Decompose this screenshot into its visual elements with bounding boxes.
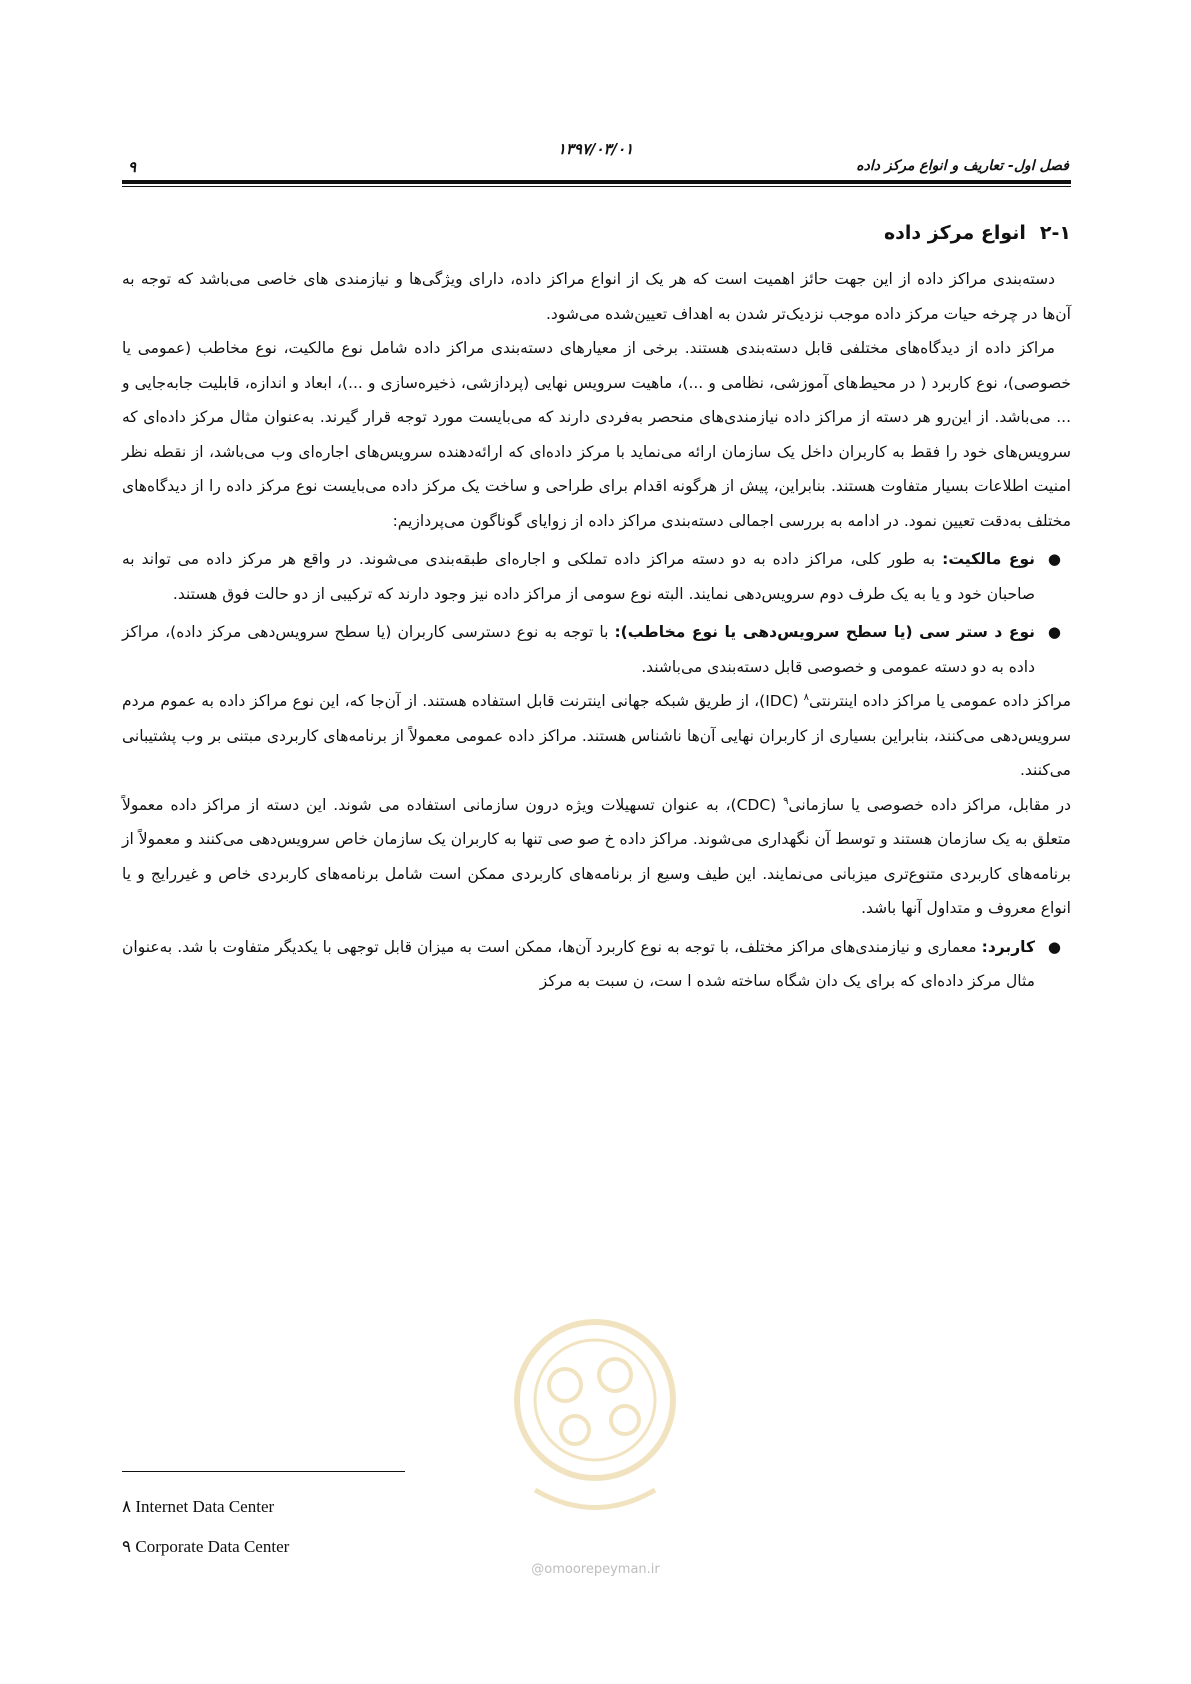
bullet-ownership — [122, 542, 1071, 611]
watermark-url: @omoorepeyman.ir — [531, 1562, 660, 1577]
paragraph-private-dc — [122, 788, 1071, 926]
bullet-icon: ● — [1047, 623, 1061, 641]
text-span: در مقابل، مراکز داده خصوصی یا سازمانی — [788, 795, 1071, 814]
footnote-text: Corporate Data Center — [135, 1537, 290, 1556]
paragraph-1: دسته‌بندی مراکز داده از این جهت حائز اهمیت است که هر یک از انواع مراکز داده، دارای ویژگی‌ها و نیازمندی های خاصی می‌باشد که توجه به آن‌ها در چرخه حیات مرکز داده موجب نزدیک‌تر شدن به اهداف تعیین‌شده می‌شود. — [122, 270, 1071, 323]
bullet-text: با توجه به نوع دسترسی کاربران (یا سطح سرویس‌دهی مرکز داده)، مراکز داده به دو دسته عمومی و خصوصی قابل دسته‌بندی می‌باشند. — [122, 623, 1035, 676]
bullet-text: معماری و نیازمندی‌های مراکز مختلف، با توجه به نوع کاربرد آن‌ها، ممکن است به میزان قابل توجهی با یکدیگر متفاوت با شد. به‌عنوان مثال مرکز داده‌ای که برای یک دان شگاه ساخته شده ا ست، ن سبت به مرکز — [122, 937, 1035, 990]
text-span: (IDC)، از طریق شبکه جهانی اینترنت قابل استفاده هستند. از آن‌جا که، این نوع مراکز داده به عموم مردم سرویس‌دهی می‌کنند، بنابراین بسیاری از کاربران نهایی آن‌ها ناشناس هستند. مراکز داده عمومی معمولاً از برنامه‌های کاربردی مبتنی بر وب پشتیبانی می‌کنند. — [122, 692, 1071, 779]
section-heading — [122, 218, 1071, 248]
footnote-9 — [122, 1537, 289, 1557]
footnote-ref: ۹ — [783, 795, 789, 807]
paragraph-2: مراکز داده از دیدگاه‌های مختلفی قابل دسته‌بندی هستند. برخی از معیارهای دسته‌بندی مراکز داده شامل نوع مالکیت، نوع مخاطب (عمومی یا خصوصی)، نوع کاربرد ( در محیط‌های آموزشی، نظامی و ...)، ماهیت سرویس نهایی (پردازشی، ذخیره‌سازی و ...)، ابعاد و اندازه، قابلیت جابه‌جایی و ... می‌باشد. از این‌رو هر دسته از مراکز داده نیازمندی‌های منحصر به‌فردی دارند که می‌بایست مورد توجه قرار گیرند. به‌عنوان مثال مرکز داده‌ای که سرویس‌های خود را فقط به کاربران داخل یک سازمان ارائه می‌نماید با مرکز داده‌ای که ارائه‌دهنده سرویس‌های اجاره‌ای وب می‌باشد، از نقطه نظر امنیت اطلاعات بسیار متفاوت هستند. بنابراین، پیش از هرگونه اقدام برای طراحی و ساخت یک مرکز داده می‌بایست نوع مرکز داده را از دیدگاه‌های مختلف به‌دقت تعیین نمود. در ادامه به بررسی اجمالی دسته‌بندی مراکز داده از زوایای گوناگون می‌پردازیم: — [122, 339, 1071, 530]
page-number: ۹ — [128, 158, 137, 176]
bullet-icon: ● — [1047, 550, 1061, 568]
bullet-text: به طور کلی، مراکز داده به دو دسته مراکز داده تملکی و اجاره‌ای طبقه‌بندی می‌شوند. در واقع هر مرکز داده می تواند به صاحبان خود و یا به یک طرف دوم سرویس‌دهی نمایند. البته نوع سومی از مراکز داده نیز وجود دارند که ترکیبی از دو حالت فوق هستند. — [122, 550, 1035, 603]
header-rule-thin — [122, 186, 1071, 187]
watermark-logo-icon — [505, 1290, 685, 1550]
bullet-access-type — [122, 615, 1071, 684]
footnote-separator — [122, 1471, 405, 1472]
bullet-term: نوع د ستر سی (یا سطح سرویس‌دهی یا نوع مخاطب): — [614, 623, 1035, 641]
bullet-icon: ● — [1047, 937, 1061, 956]
section-title: انواع مرکز داده — [883, 222, 1026, 244]
footnote-mark: ۸ — [122, 1497, 132, 1516]
paragraph-public-dc — [122, 684, 1071, 788]
section-number: ۲-۱ — [1039, 222, 1071, 244]
footnote-mark: ۹ — [122, 1537, 132, 1556]
bullet-term: نوع مالکیت: — [942, 550, 1035, 568]
header-date: ۱۳۹۷/۰۳/۰۱ — [557, 140, 634, 158]
bullet-term: کاربرد: — [981, 937, 1035, 956]
footnote-ref: ۸ — [803, 691, 810, 703]
body-content — [122, 218, 1071, 999]
footnote-8 — [122, 1497, 274, 1517]
text-span: (CDC)، به عنوان تسهیلات ویژه درون سازمانی استفاده می شوند. این دسته از مراکز داده معمولاً متعلق به یک سازمان هستند و توسط آن نگهداری می‌شوند. مراکز داده خ صو صی تنها به کاربران یک سازمان خاص سرویس‌دهی می‌کنند و معمولاً از برنامه‌های کاربردی متنوع‌تری میزبانی می‌نمایند. این طیف وسیع از برنامه‌های کاربردی ممکن است شامل برنامه‌های کاربردی خاص و غیررایج و یا انواع معروف و متداول آنها باشد. — [122, 795, 1071, 917]
text-span: مراکز داده عمومی یا مراکز داده اینترنتی — [809, 692, 1071, 710]
header-rule-thick — [122, 180, 1071, 184]
bullet-application — [122, 930, 1071, 999]
footnote-text: Internet Data Center — [135, 1497, 275, 1516]
header-chapter-title: فصل اول- تعاریف و انواع مرکز داده — [856, 158, 1069, 174]
